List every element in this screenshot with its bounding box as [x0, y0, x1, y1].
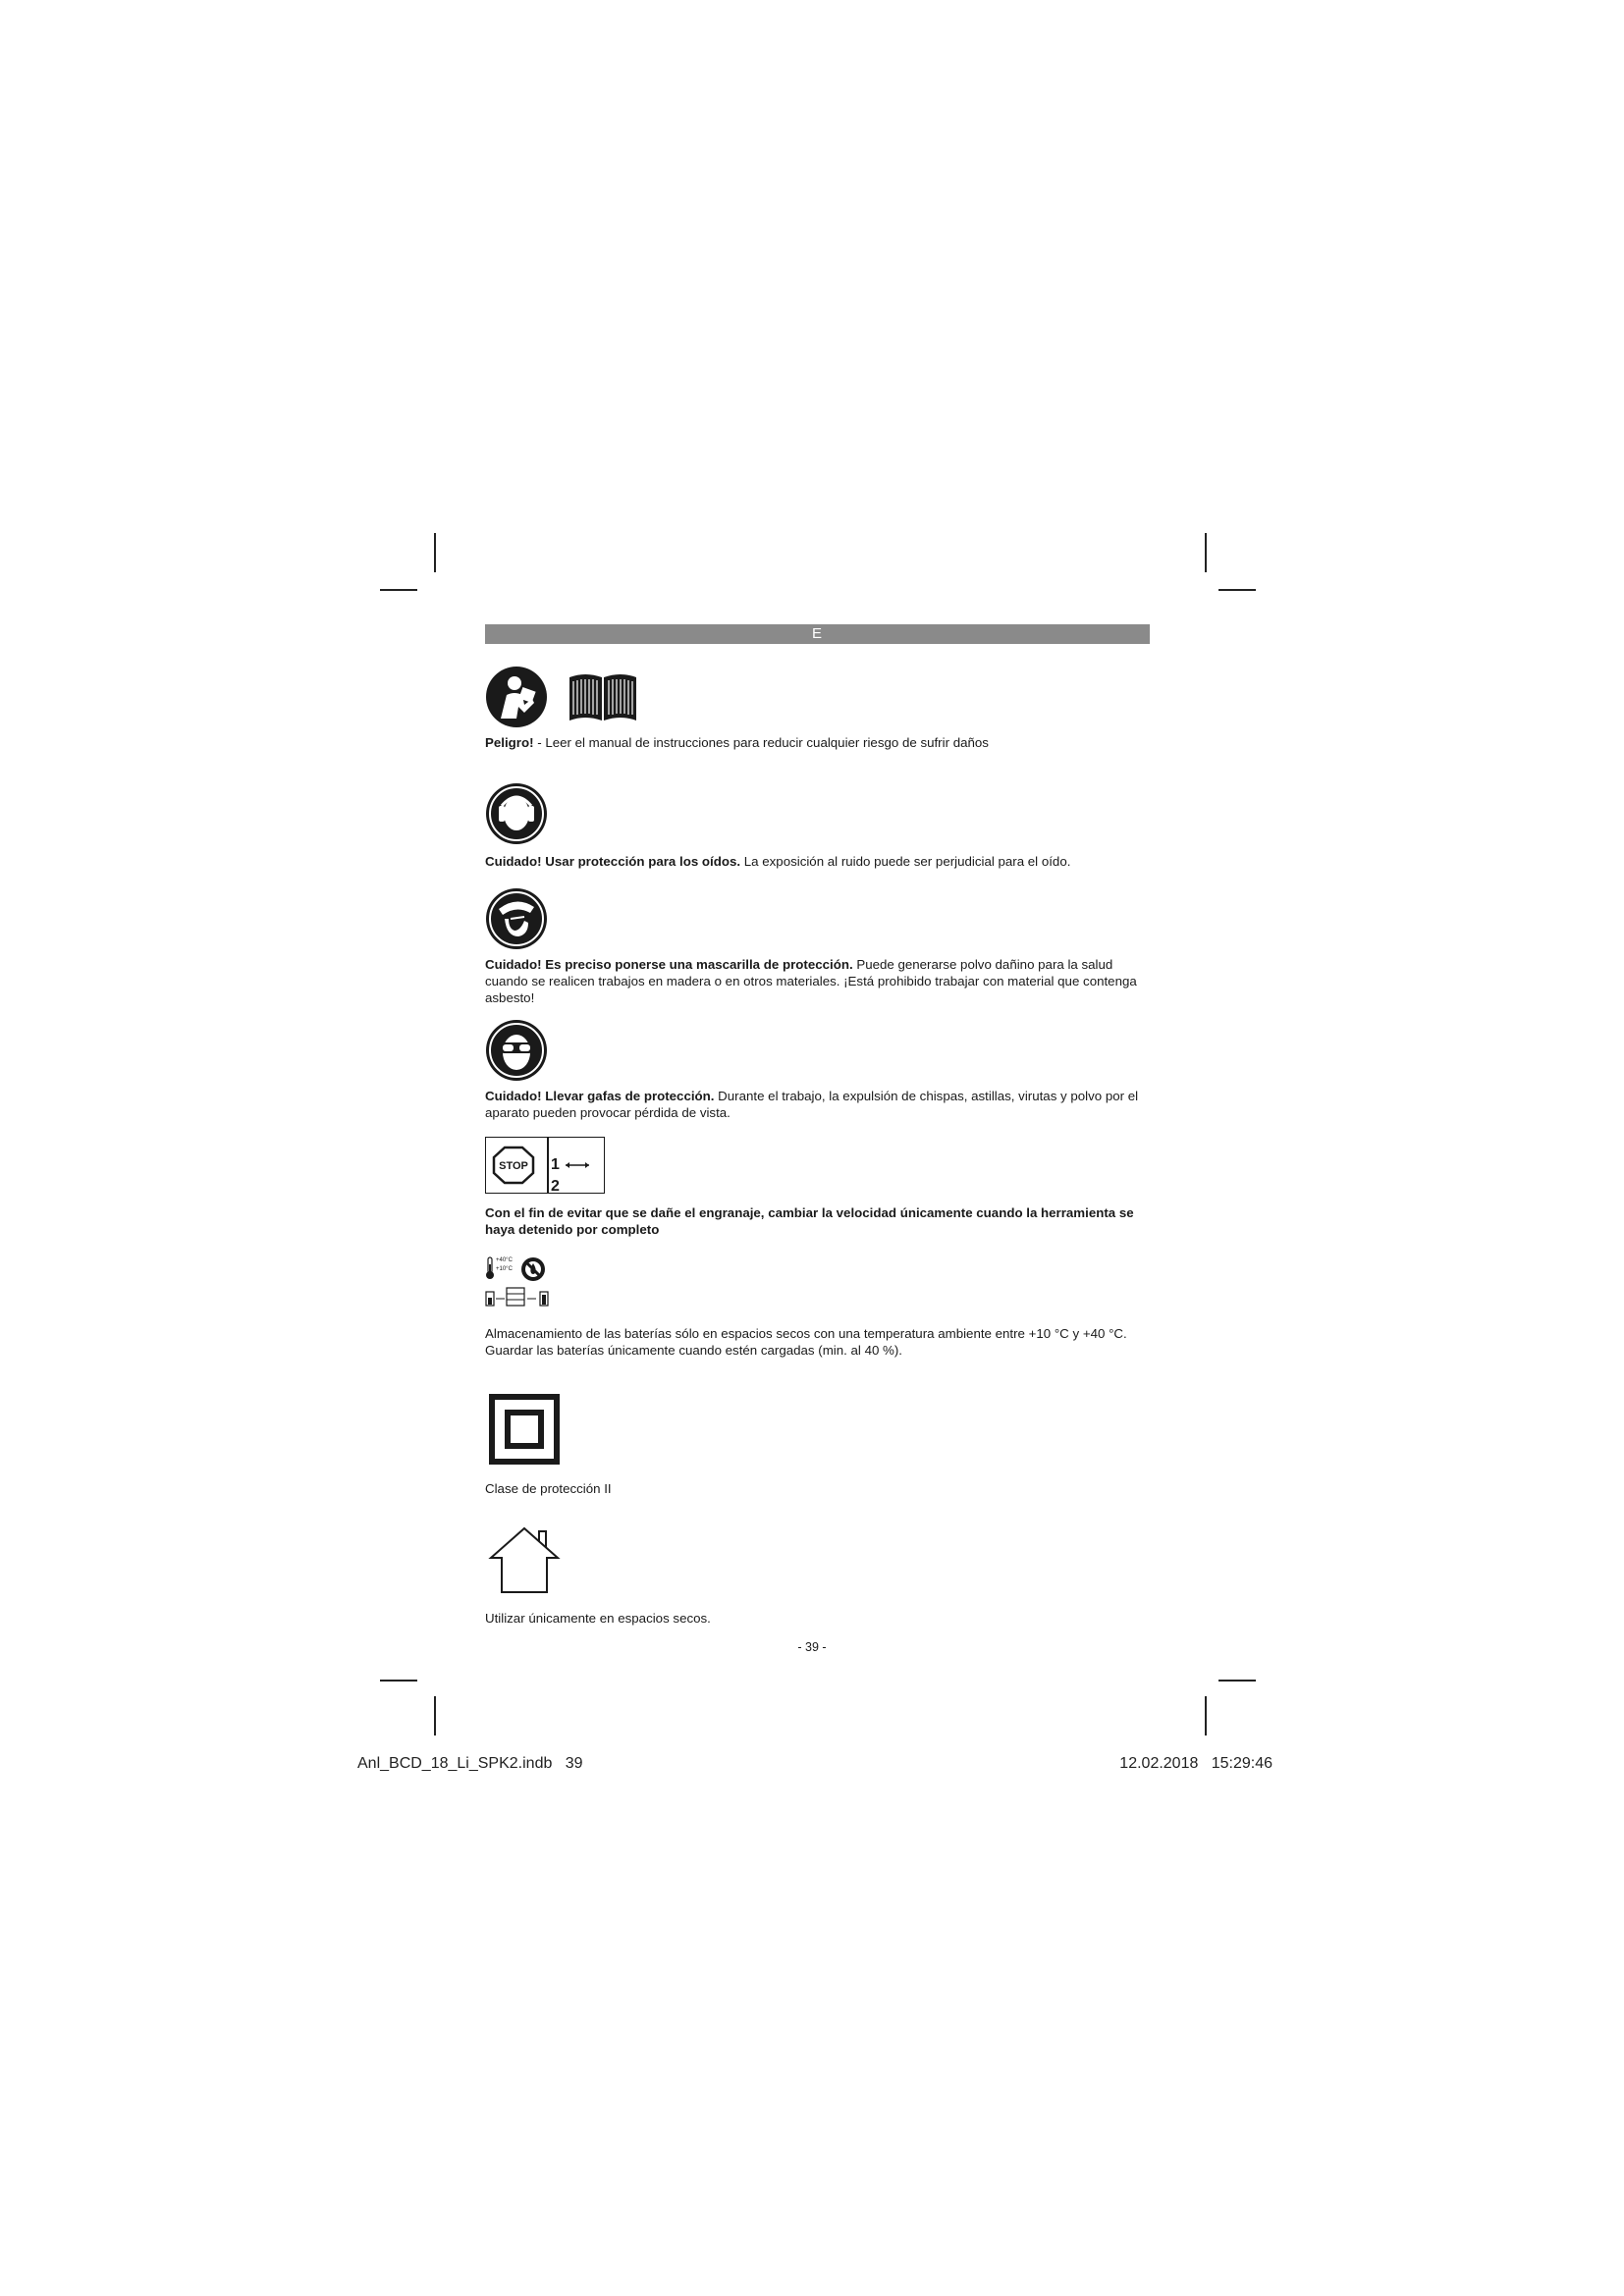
crop-mark-tr-v: [1205, 533, 1207, 572]
double-arrow-icon: [564, 1160, 591, 1170]
thermometer-icon: [485, 1256, 495, 1280]
stop-gear-change-icon: [485, 1137, 605, 1194]
note-protection-class: [485, 1480, 1153, 1497]
warning-dust-mask: [485, 956, 1153, 1006]
crop-mark-tl-v: [434, 533, 436, 572]
crop-mark-bl-h: [380, 1680, 417, 1682]
stop-label: STOP: [499, 1160, 528, 1172]
warning-read-manual-text: - Leer el manual de instrucciones para reducir cualquier riesgo de sufrir daños: [533, 735, 989, 750]
note-battery-storage-text: Almacenamiento de las baterías sólo en espacios secos con una temperatura ambiente entre +10 °C y +40 °C. Guardar las baterías únicamente cuando estén cargadas (min. al 40 %).: [485, 1326, 1127, 1358]
dust-mask-icon: [485, 887, 548, 950]
warning-read-manual: [485, 734, 1153, 751]
note-protection-class-text: Clase de protección II: [485, 1481, 612, 1496]
warning-gear-change: [485, 1204, 1153, 1238]
battery-storage-icon-group: [485, 1256, 554, 1311]
no-water-icon: [520, 1256, 546, 1282]
crop-mark-tr-h: [1218, 589, 1256, 591]
warning-dust-mask-title: Cuidado! Es preciso ponerse una mascarilla de protección.: [485, 957, 853, 972]
warning-safety-goggles-title: Cuidado! Llevar gafas de protección.: [485, 1089, 715, 1103]
gear-one-label: 1: [551, 1156, 560, 1173]
protection-class-ii-icon: [489, 1394, 560, 1465]
language-code: E: [811, 625, 823, 642]
temp-high-label: +40°C: [496, 1257, 513, 1263]
gear-two-label: 2: [551, 1178, 560, 1195]
warning-read-manual-title: Peligro!: [485, 735, 534, 750]
warning-safety-goggles-text: Durante el trabajo, la expulsión de chispas, astillas, virutas y polvo por el aparato pueden provocar pérdida de vista.: [485, 1089, 1139, 1120]
warning-dust-mask-text: Puede generarse polvo dañino para la salud cuando se realicen trabajos en madera o en otros materiales. ¡Está prohibido trabajar con material que contenga asbesto!: [485, 957, 1137, 1005]
stop-gear-divider: [547, 1138, 549, 1193]
warning-safety-goggles: [485, 1088, 1153, 1121]
footer-datetime: 12.02.2018 15:29:46: [1119, 1755, 1272, 1772]
warning-ear-protection-title: Cuidado! Usar protección para los oídos.: [485, 854, 741, 869]
manual-book-icon: [568, 671, 638, 722]
warning-ear-protection-text: La exposición al ruido puede ser perjudicial para el oído.: [740, 854, 1071, 869]
stop-sign-icon: [492, 1146, 535, 1185]
crop-mark-br-v: [1205, 1696, 1207, 1735]
crop-mark-bl-v: [434, 1696, 436, 1735]
battery-charge-flow-icon: [485, 1286, 550, 1308]
gear-change-arrow-icon: [551, 1154, 604, 1195]
page-number: - 39 -: [797, 1640, 827, 1654]
read-manual-icon: [485, 666, 548, 728]
ear-protection-icon: [485, 782, 548, 845]
note-battery-storage: [485, 1325, 1153, 1359]
language-header-bar: [485, 624, 1150, 644]
footer-filename: Anl_BCD_18_Li_SPK2.indb 39: [357, 1755, 583, 1772]
warning-gear-change-title: Con el fin de evitar que se dañe el engranaje, cambiar la velocidad únicamente cuando la herramienta se haya detenido por completo: [485, 1205, 1134, 1237]
safety-goggles-icon: [485, 1019, 548, 1082]
crop-mark-br-h: [1218, 1680, 1256, 1682]
indoor-use-house-icon: [488, 1525, 561, 1594]
temperature-range-label: [496, 1256, 513, 1274]
crop-mark-tl-h: [380, 589, 417, 591]
note-indoor-use-text: Utilizar únicamente en espacios secos.: [485, 1611, 711, 1626]
warning-ear-protection: [485, 853, 1153, 870]
note-indoor-use: [485, 1610, 1153, 1627]
temp-low-label: +10°C: [496, 1266, 513, 1272]
